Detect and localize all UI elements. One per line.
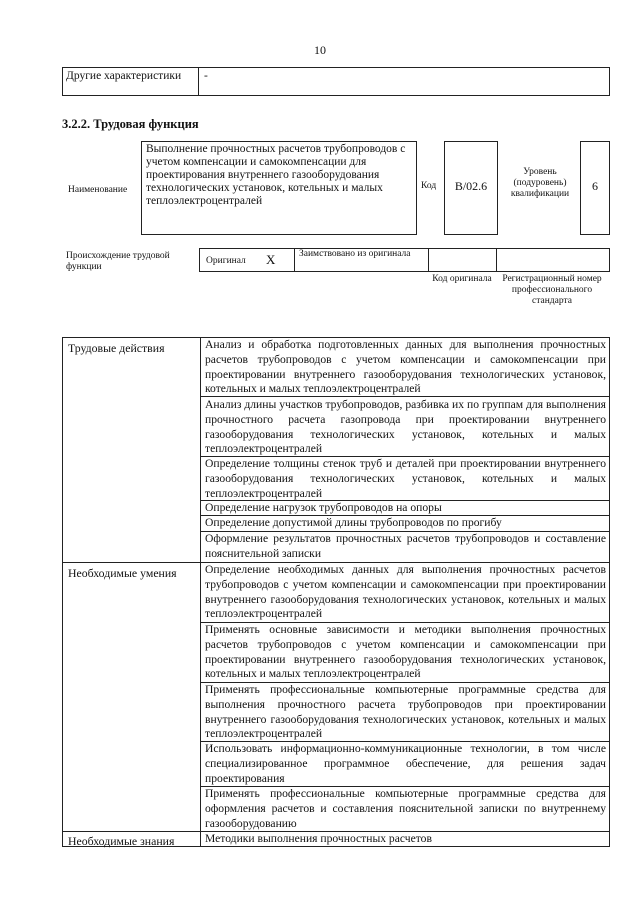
action-item: Определение толщины стенок труб и деталей при проектировании внутреннего газооборудования технологических установок, котельных и малых теплоэлектроцентралей xyxy=(205,457,606,500)
other-characteristics-label: Другие характеристики xyxy=(66,70,182,82)
action-item: Анализ длины участков трубопроводов, разбивка их по группам для выполнения прочностного расчета газопровода при проектировании внутреннего газооборудования технологических установок, котельных и малых теплоэлектроцентралей xyxy=(205,398,606,456)
code-label: Код xyxy=(421,181,437,191)
skill-item: Применять основные зависимости и методики выполнения прочностных расчетов трубопроводов с учетом компенсации и самокомпенсации при проектировании внутреннего газооборудования технологических установок, котельных и малых теплоэлектроцентралей xyxy=(205,623,606,681)
skill-item: Определение необходимых данных для выполнения прочностных расчетов трубопроводов с учетом компенсации и самокомпенсации при проектировании внутреннего газооборудования технологических установок, котельных и малых теплоэлектроцентралей xyxy=(205,563,606,621)
original-label: Оригинал xyxy=(206,256,246,266)
other-characteristics-value: - xyxy=(204,70,208,82)
borrowed-label: Заимствовано из оригинала xyxy=(299,249,411,259)
function-name-value: Выполнение прочностных расчетов трубопроводов с учетом компенсации и самокомпенсации для проектирования внутреннего газооборудования технологических установок, котельных и малых теплоэлектроцентралей xyxy=(146,143,406,207)
action-item: Определение нагрузок трубопроводов на опоры xyxy=(205,501,442,514)
row-label-knowledge: Необходимые знания xyxy=(68,834,175,848)
section-title: 3.2.2. Трудовая функция xyxy=(62,117,199,131)
action-item: Оформление результатов прочностных расчетов трубопроводов и составление пояснительной записки xyxy=(205,532,606,560)
original-mark: X xyxy=(266,252,276,267)
row-label-skills: Необходимые умения xyxy=(68,566,177,580)
row-label-actions: Трудовые действия xyxy=(68,341,165,355)
registration-caption: Регистрационный номер профессионального стандарта xyxy=(502,274,602,306)
knowledge-item: Методики выполнения прочностных расчетов xyxy=(205,832,432,845)
name-label: Наименование xyxy=(68,185,128,195)
level-value: 6 xyxy=(592,179,598,193)
action-item: Определение допустимой длины трубопроводов по прогибу xyxy=(205,516,502,529)
code-original-caption: Код оригинала xyxy=(432,274,492,284)
action-item: Анализ и обработка подготовленных данных для выполнения прочностных расчетов трубопроводов с учетом компенсации и самокомпенсации при проектировании внутреннего газооборудования технологических установок, котельных и малых теплоэлектроцентралей xyxy=(205,338,606,396)
skill-item: Использовать информационно-коммуникационные технологии, в том числе специализированное программное обеспечение, для решения задач проектирования xyxy=(205,742,606,785)
skill-item: Применять профессиональные компьютерные программные средства для оформления расчетов и составления пояснительной записки по внутреннему газооборудованию xyxy=(205,787,606,830)
skill-item: Применять профессиональные компьютерные программные средства для выполнения прочностного расчета трубопроводов при проектировании внутреннего газооборудования технологических установок, котельных и малых теплоэлектроцентралей xyxy=(205,683,606,741)
page-number: 10 xyxy=(314,43,326,57)
origin-label: Происхождение трудовой функции xyxy=(66,251,170,272)
level-label: Уровень (подуровень) квалификации xyxy=(510,167,570,199)
code-value: B/02.6 xyxy=(454,179,488,193)
